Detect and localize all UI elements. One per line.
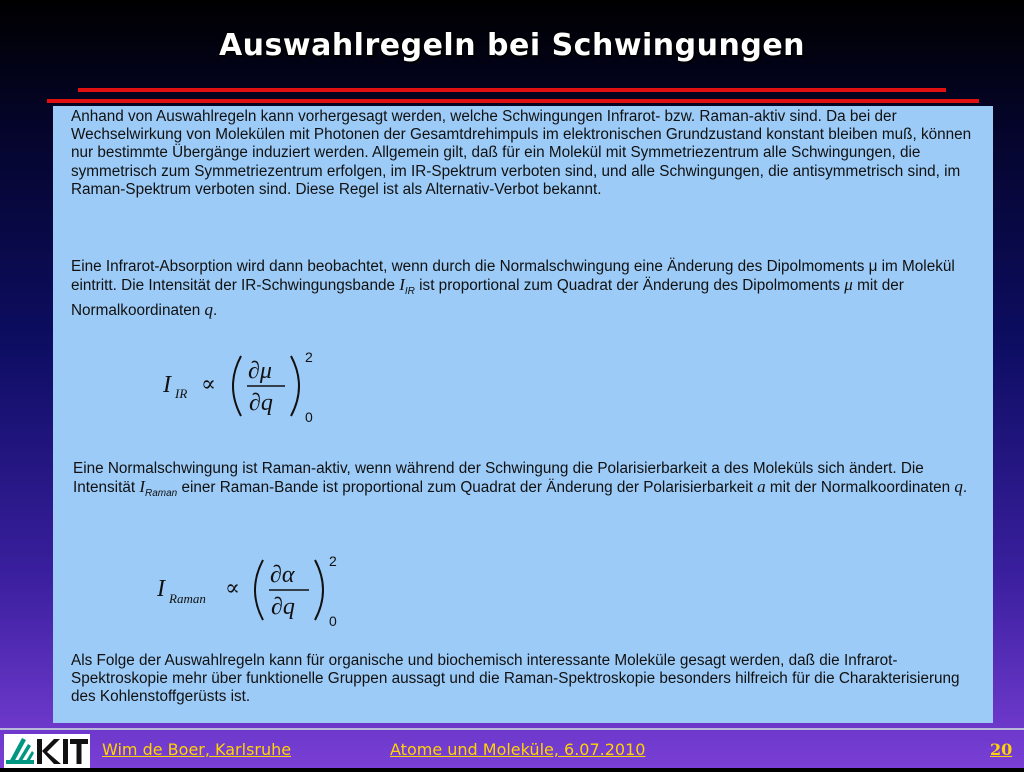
formula-ir-lower: 0 [305,409,313,425]
paragraph-infrared-text-c: mit der Normalkoordinaten [71,277,904,320]
formula-raman-numerator: ∂α [270,562,295,588]
formula-ir-subscript: IR [175,386,188,401]
paragraph-raman-text-b: einer Raman-Bande ist proportional zum Quadrat der Änderung der Polarisierbarkeit [181,479,753,497]
paragraph-raman [73,460,983,503]
formula-raman-subscript: Raman [169,591,206,606]
formula-ir-left-paren [233,356,241,416]
formula-ir-intensity [163,346,343,428]
intensity-subscript: IR [404,286,415,298]
paragraph-raman-text-a: Eine Normalschwingung ist Raman-aktiv, wenn während der Schwingung die Polarisierbarkeit a des Moleküls sich ändert. Die Intensität [73,460,924,497]
intensity-symbol: I [399,275,405,295]
formula-raman-right-paren [315,560,323,620]
formula-raman-left-paren [255,560,263,620]
paragraph-infrared-text-a: Eine Infrarot-Absorption wird dann beobachtet, wenn durch die Normalschwingung eine Änderung des Dipolmoments μ im Molekül eintritt. Die Intensität der IR-Schwingungsbande [71,258,955,295]
content-panel [53,106,993,723]
formula-raman-intensity [157,550,357,632]
formula-ir-numerator: ∂μ [248,358,272,384]
formula-ir-right-paren [291,356,299,416]
paragraph-raman-text-c: mit der Normalkoordinaten [769,479,951,497]
footer-course-date: Atome und Moleküle, 6.07.2010 [390,740,646,759]
raman-intensity-symbol: I [139,477,145,497]
raman-intensity-subscript: Raman [145,488,178,500]
formula-ir-relation: ∝ [201,372,216,397]
slide-title: Auswahlregeln bei Schwingungen [218,28,806,63]
title-underline-top [78,88,946,92]
paragraph-infrared [71,258,981,321]
formula-raman-denominator: ∂q [271,594,295,620]
footer-page-number: 20 [990,740,1013,759]
raman-normal-coordinate-symbol: q [954,477,963,497]
formula-raman-lower: 0 [329,613,337,629]
formula-ir-symbol: I [163,372,171,398]
slide-footer [0,728,1024,768]
paragraph-raman-end: . [962,479,968,497]
footer-author: Wim de Boer, Karlsruhe [102,740,292,759]
polarizability-symbol: a [757,477,766,497]
formula-raman-exponent: 2 [329,553,337,569]
normal-coordinate-symbol: q [204,300,213,320]
dipole-symbol: μ [844,275,853,295]
formula-ir-denominator: ∂q [249,390,273,416]
paragraph-selection-rules: Anhand von Auswahlregeln kann vorhergesagt werden, welche Schwingungen Infrarot- bzw. Raman-aktiv sind. Da bei der Wechselwirkung von Molekülen mit Photonen der Gesamtdrehimpuls im elektronischen Grundzustand konstant bleiben muß, können nur bestimmte Übergänge induziert werden. Allgemein gilt, daß für ein Molekül mit Symmetriezentrum alle Schwingungen, die symmetrisch zum Symmetriezentrum erfolgen, im IR-Spektrum verboten sind, und alle Schwingungen, die antisymmetrisch sind, im Raman-Spektrum verboten sind. Diese Regel ist als Alternativ-Verbot bekannt. [71,108,972,198]
title-underline-bottom [47,99,979,103]
kit-logo-icon [4,734,90,768]
formula-ir-exponent: 2 [305,349,313,365]
formula-raman-symbol: I [157,576,165,602]
paragraph-infrared-text-b: ist proportional zum Quadrat der Änderung des Dipolmoments [419,277,841,295]
formula-raman-relation: ∝ [225,576,240,601]
paragraph-infrared-end: . [213,302,218,320]
footer-divider [0,728,1024,730]
paragraph-conclusion: Als Folge der Auswahlregeln kann für organische und biochemisch interessante Moleküle gesagt werden, daß die Infrarot-Spektroskopie mehr über funktionelle Gruppen aussagt und die Raman-Spektroskopie besonders hilfreich für die Charakterisierung des Kohlenstoffgerüsts ist. [71,652,960,706]
